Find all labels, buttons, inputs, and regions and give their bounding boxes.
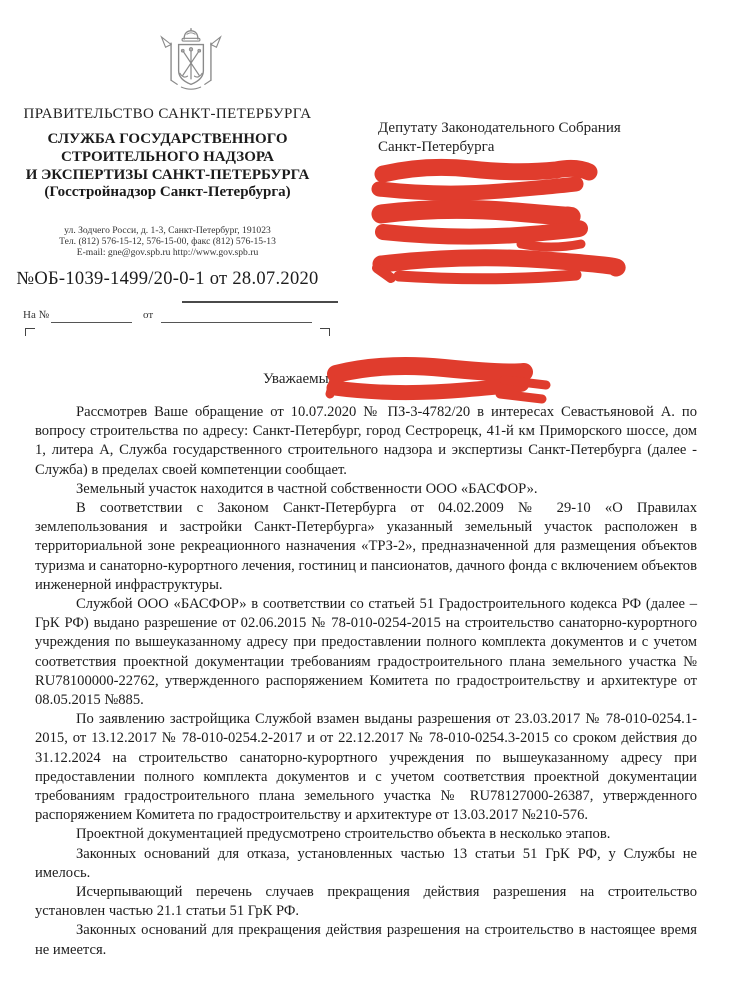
agency-phone-fax: Тел. (812) 576-15-12, 576-15-00, факс (812) 576-15-13 <box>59 236 276 248</box>
redaction-scribble-greeting <box>324 352 556 406</box>
body-paragraph: Службой ООО «БАСФОР» в соответствии со статьей 51 Градостроительного кодекса РФ (далее – ГрК РФ) выдано разрешение от 02.06.2015 № 78-010-0254-2015 на строительство санаторно-курортного учреждения по вышеуказанному адресу при предоставлении полного комплекта документов и с учетом соответствия проектной документации требованиям градостроительного плана земельного участка № RU78100000-22762, утвержденного распоряжением Комитета по градостроительству и архитектуре от 08.05.2015 №885. <box>35 596 697 709</box>
government-title: ПРАВИТЕЛЬСТВО САНКТ-ПЕТЕРБУРГА <box>23 106 312 122</box>
body-paragraph: Законных оснований для отказа, установленных частью 13 статьи 51 ГрК РФ, у Службы не имелось. <box>35 845 697 881</box>
letter-body <box>35 403 697 960</box>
agency-line: И ЭКСПЕРТИЗЫ САНКТ-ПЕТЕРБУРГА <box>25 166 310 183</box>
body-paragraph: Рассмотрев Ваше обращение от 10.07.2020 № ПЗ-3-4782/20 в интересах Севастьяновой А. по вопросу строительства по адресу: Санкт-Петербург, город Сестрорецк, 41-й км Приморского шоссе, дом 1, литера А, Служба государственного строительного надзора и экспертизы Санкт-Петербурга (далее - Служба) в пределах своей компетенции сообщает. <box>35 404 697 478</box>
agency-contact-block <box>0 225 335 259</box>
addressee-block <box>378 119 708 157</box>
greeting-text: Уважаемый <box>263 371 337 387</box>
reply-to-label: На № <box>23 309 50 321</box>
reply-number-blank <box>51 306 132 323</box>
reply-date-blank <box>161 306 312 323</box>
agency-street-address: ул. Зодчего Росси, д. 1-3, Санкт-Петербург, 191023 <box>64 225 271 236</box>
spb-coat-of-arms-icon <box>156 28 226 94</box>
agency-line: (Госстройнадзор Санкт-Петербурга) <box>44 184 291 201</box>
corner-mark-left <box>25 328 35 336</box>
body-paragraph: Законных оснований для прекращения действия разрешения на строительство в настоящее время не имеется. <box>35 922 697 958</box>
body-paragraph: Исчерпывающий перечень случаев прекращения действия разрешения на строительство установлен частью 21.1 статьи 51 ГрК РФ. <box>35 884 697 920</box>
addressee-line: Депутату Законодательного Собрания <box>378 120 621 136</box>
agency-line: СЛУЖБА ГОСУДАРСТВЕННОГО <box>47 131 288 147</box>
addressee-line: Санкт-Петербурга <box>378 139 495 155</box>
reply-date-label: от <box>143 309 154 321</box>
agency-name <box>0 131 335 202</box>
body-paragraph: В соответствии с Законом Санкт-Петербурга от 04.02.2009 № 29-10 «О Правилах землепользования и застройки Санкт-Петербурга» указанный земельный участок расположен в территориальной зоне рекреационного назначения «ТРЗ-2», предназначенной для размещения объектов туризма и санаторно-курортного лечения, гостиниц и пансионатов, дачного фонда с включением объектов инженерной инфраструктуры. <box>35 500 697 593</box>
agency-email-web: E-mail: gne@gov.spb.ru http://www.gov.spb.ru <box>76 247 259 259</box>
reference-underline <box>182 301 338 303</box>
body-paragraph: Земельный участок находится в частной собственности ООО «БАСФОР». <box>76 480 538 497</box>
body-paragraph: По заявлению застройщика Службой взамен выданы разрешения от 23.03.2017 № 78-010-0254.1-2015, от 13.12.2017 № 78-010-0254.2-2017 и от 22.12.2017 № 78-010-0254.3-2015 со сроком действия до 31.12.2024 на строительство санаторно-курортного учреждения по вышеуказанному адресу при предоставлении полного комплекта документов и с учетом соответствия проектной документации требованиям градостроительного плана земельного участка № RU78127000-26387, утвержденного распоряжением Комитета по градостроительству и архитектуре от 13.03.2017 №210-576. <box>35 711 697 824</box>
agency-line: СТРОИТЕЛЬНОГО НАДЗОРА <box>61 148 274 165</box>
outgoing-reference-number: №ОБ-1039-1499/20-0-1 от 28.07.2020 <box>16 269 319 289</box>
redaction-scribble-addressee <box>371 156 645 288</box>
body-paragraph: Проектной документацией предусмотрено строительство объекта в несколько этапов. <box>76 826 611 843</box>
incoming-reference-row <box>0 306 335 324</box>
corner-mark-right <box>320 328 330 336</box>
